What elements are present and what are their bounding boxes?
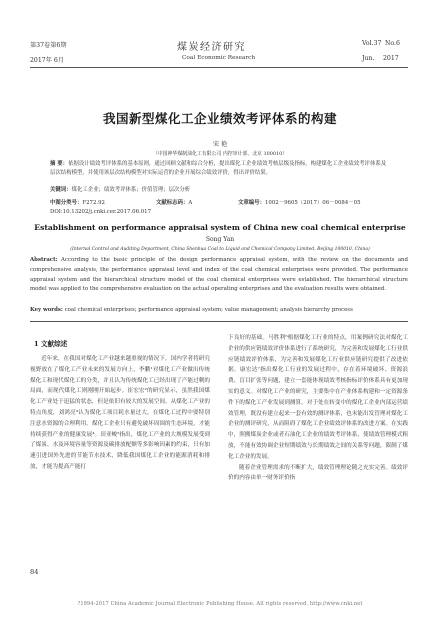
doi: DOI:10.13202/j.cnki.cer.2017.06.017 <box>50 209 152 215</box>
document-code <box>156 198 192 206</box>
date-en-month: Jun. <box>362 55 375 62</box>
clc-number <box>50 198 105 206</box>
right-column <box>228 333 408 484</box>
author-cn: 宋 艳 <box>212 141 228 148</box>
page-number: 84 <box>30 568 39 576</box>
header-rule <box>30 67 408 68</box>
abstract-rule <box>30 321 408 322</box>
abstract-en-text: According to the basic principle of the design performance appraisal system, with the review on the documents and comprehensive analysis, the performance appraisal level and index of the coal chemical enterprises were provided. The performance appraisal system and the hierarchical structure model of the coal chemical enterprises were established. The hierarchical structure model was applied to the comprehensive evaluation on the actual operating enterprises and the evaluation results were obtained. <box>30 257 408 293</box>
abstract-cn <box>50 160 390 177</box>
article-title-en: Establishment on performance appraisal system of China new coal chemical enterprise <box>34 223 406 232</box>
journal-title-cn: 煤炭经济研究 <box>177 42 246 53</box>
section-heading-literature-review: 1 文献综述 <box>34 340 68 348</box>
keywords-cn-label: 关键词： <box>50 187 72 193</box>
volume-issue-cn: 第37卷第6期 <box>30 42 67 49</box>
doc-code-label: 文献标志码： <box>156 200 189 206</box>
volume-en: Vol.37 <box>362 40 382 47</box>
abstract-en-label: Abstract: <box>30 257 58 263</box>
affiliation-en: (Internal Control and Auditing Department, China Shenhua Coal to Liquid and Chemical Company Limited, Beijing 100010, China) <box>70 247 370 252</box>
abstract-cn-label: 摘 要： <box>50 161 69 167</box>
doc-code-value: A <box>188 200 193 206</box>
keywords-cn-text: 煤化工企业；绩效考评体系；价值管理；层次分析 <box>71 187 191 193</box>
abstract-en <box>30 256 408 295</box>
article-title-cn: 我国新型煤化工企业绩效考评体系的构建 <box>102 111 337 126</box>
keywords-cn <box>50 186 390 195</box>
date-en-year: 2017 <box>383 55 399 62</box>
copyright-footer: ?1994-2017 China Academic Journal Electronic Publishing House. All rights reserved. http://www.cnki.net <box>77 601 363 607</box>
body-paragraph: 随着企业管理需求的不断扩大，绩效管理理论随之充实完善。绩效评价的内容由单一财务评价指 <box>228 464 408 482</box>
body-paragraph: 近年来，在我国对煤化工产业越来越重视的情况下，国内学者将研究视野放在了煤化工产业未来的发展方向上，李鹏¹对煤化工产业做出传统煤化工和现代煤化工的分类，并且认为传统煤化工已经出现了产能过剩的局面，而现代煤化工则刚刚开始起步。崔宏宏²的研究显示，虽然我国煤化工产业处于迅猛的状态，但是依旧有较大的发展空间。从煤化工产业的特点角度，刘鸿亮³认为煤化工项目耗水量过大，在煤化工过程中要特别注意水资源的合理利用。煤化工企业只有避免破坏周围的生态环境，才能持续获得产业的健康发展⁴。田亚峻⁵指出，煤化工产业的大规模发展受到了煤炭、水及环境容量等资源及碳排放配额等多影响因素的约束，只有加速引进国外先进的节能节水技术，降低我国煤化工企业的能源消耗和排放，才能为提高产能打 <box>30 356 210 470</box>
clc-label: 中图分类号： <box>50 200 83 206</box>
keywords-en-text: coal chemical enterprises; performance appraisal system; value management; analysis hierarchy process <box>64 307 353 313</box>
keywords-en <box>30 306 408 316</box>
date-cn: 2017年 6月 <box>30 57 65 64</box>
left-column <box>30 354 210 473</box>
issue-en: No.6 <box>385 40 400 47</box>
article-number-label: 文章编号： <box>238 200 265 206</box>
author-en: Song Yan <box>205 236 235 243</box>
journal-title-en: Coal Economic Research <box>182 55 256 61</box>
abstract-cn-text: 依据设计绩效考评体系的基本原则，通过回顾文献和综合分析，提出煤化工企业绩效考核层级及指标，构建煤化工企业绩效考评体系及层次结构模型，并使用该层次结构模型对实际运营的企业开展综合绩效评价，得出评价结果。 <box>50 161 387 176</box>
clc-value: F272.92 <box>82 200 105 206</box>
article-number <box>238 198 361 206</box>
body-paragraph: 下良好的基础。马胜利⁶根据煤化工行业的特点，用案例研究法对煤化工企业的供应链绩效评价体系进行了系统研究，为完善和发展煤化工行业供应链绩效评价体系，为完善和发展煤化工行业供应链研究提供了改进依据。康宏达⁷指出煤化工行业的发展过程中，存在着环境破坏、资源浪费、盲目扩张等问题，建立一套能体现绩效考核指标评价体系具有更加现实的意义。对煤化工产业的研究，主要集中在产业体系构建和一定资源条件下的煤化工产业发展到测算。对于处在转变中的煤化工企业内部运营绩效管理，既没有建立起来一套有效的测评体系，也未能出发管理对煤化工企业的测评研究，从而阻碍了煤化工企业绩效评体系的改进方案。在实践中，照搬煤炭企业或者石油化工企业的绩效考评体系，使绩效管理模式粗放，不能有效协调企业短期绩效与长期绩效之间的关系等问题，限制了煤化工企业的发展。 <box>228 335 408 460</box>
article-number-value: 1002－9605（2017）06－0084－05 <box>264 200 361 206</box>
affiliation-cn: （中国神华煤制油化工有限公司 内控审计部，北京 100010） <box>152 151 288 157</box>
keywords-en-label: Key words: <box>30 307 63 313</box>
